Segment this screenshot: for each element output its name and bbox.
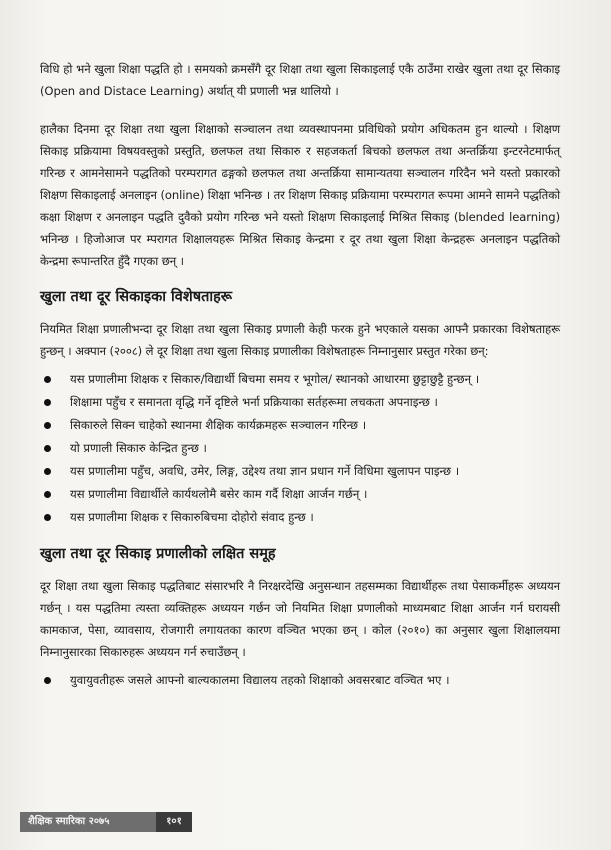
list-item — [70, 483, 560, 506]
list-item-text: शिक्षामा पहुँच र समानता वृद्धि गर्ने दृष्टिले भर्ना प्रक्रियाका सर्तहरूमा लचकता अपनाइन्छ । — [70, 395, 438, 409]
bullet-icon — [44, 376, 51, 383]
footer-publication-label: शैक्षिक स्मारिका २०७५ — [28, 816, 110, 827]
bullet-icon — [44, 514, 51, 521]
list-item — [70, 391, 560, 414]
list-item — [70, 414, 560, 437]
list-item-text: यस प्रणालीमा शिक्षक र सिकारु/विद्यार्थी बिचमा समय र भूगोल/ स्थानको आधारमा छुट्टाछुट्टै हुन्छन् । — [70, 372, 480, 386]
bullet-icon — [44, 445, 51, 452]
heading-target-group: खुला तथा दूर सिकाइ प्रणालीको लक्षित समूह — [40, 546, 276, 562]
bullet-icon — [44, 468, 51, 475]
list-item-text: यस प्रणालीमा शिक्षक र सिकारुबिचमा दोहोरो संवाद हुन्छ । — [70, 510, 314, 524]
bullet-icon — [44, 491, 51, 498]
list-item — [70, 460, 560, 483]
feature-list — [40, 368, 560, 529]
paragraph-target-group: दूर शिक्षा तथा खुला सिकाइ पद्धतिबाट संसारभरि नै निरक्षरदेखि अनुसन्धान तहसम्मका विद्यार्थीहरू तथा पेसाकर्मीहरू अध्ययन गर्छन् । यस पद्धतिमा त्यस्ता व्यक्तिहरू अध्ययन गर्छन जो नियमित शिक्षा प्रणालीको माध्यमबाट शिक्षा आर्जन गर्न घरायसी कामकाज, पेसा, व्यावसाय, रोजगारी लगायतका कारण वञ्चित भएका छन् । कोल (२०१०) का अनुसार खुला शिक्षालयमा निम्नानुसारका सिकारुहरू अध्ययन गर्न रुचाउँछन् । — [40, 579, 560, 659]
bullet-icon — [44, 399, 51, 406]
page-content — [40, 58, 560, 692]
list-item-text: यस प्रणालीमा पहुँच, अवधि, उमेर, लिङ्ग, उद्देश्य तथा ज्ञान प्रधान गर्ने विधिमा खुलापन पाइन्छ । — [70, 464, 460, 478]
bullet-icon — [44, 677, 51, 684]
page-footer — [0, 812, 611, 832]
list-item — [70, 437, 560, 460]
page-number: १०१ — [156, 812, 192, 832]
list-item — [70, 506, 560, 529]
paragraph-intro: विधि हो भने खुला शिक्षा पद्धति हो । समयको क्रमसँगै दूर शिक्षा तथा खुला सिकाइलाई एकै ठाउँमा राखेर खुला तथा दूर सिकाइ (Open and Distace Learning) अर्थात् यी प्रणाली भन्न थालियो । — [40, 62, 560, 98]
target-list — [40, 669, 560, 692]
paragraph-features-intro: नियमित शिक्षा प्रणालीभन्दा दूर शिक्षा तथा खुला सिकाइ प्रणाली केही फरक हुने भएकाले यसका आफ्नै प्रकारका विशेषताहरू हुन्छन् । अक्पान (२००८) ले दूर शिक्षा तथा खुला सिकाइ प्रणालीका विशेषताहरू निम्नानुसार प्रस्तुत गरेका छन्: — [40, 322, 560, 358]
list-item — [70, 669, 560, 692]
bullet-icon — [44, 422, 51, 429]
list-item-text: यो प्रणाली सिकारु केन्द्रित हुन्छ । — [70, 441, 207, 455]
list-item-text: सिकारुले सिक्न चाहेको स्थानमा शैक्षिक कार्यक्रमहरू सञ्चालन गरिन्छ । — [70, 418, 367, 432]
list-item-text: युवायुवतीहरू जसले आफ्नो बाल्यकालमा विद्यालय तहको शिक्षाको अवसरबाट वञ्चित भए । — [70, 673, 450, 687]
heading-features: खुला तथा दूर सिकाइका विशेषताहरू — [40, 289, 233, 305]
list-item — [70, 368, 560, 391]
list-item-text: यस प्रणालीमा विद्यार्थीले कार्यथलोमै बसेर काम गर्दै शिक्षा आर्जन गर्छन् । — [70, 487, 368, 501]
paragraph-online-learning: हालैका दिनमा दूर शिक्षा तथा खुला शिक्षाको सञ्चालन तथा व्यवस्थापनमा प्रविधिको प्रयोग अधिकतम हुन थाल्यो । शिक्षण सिकाइ प्रक्रियामा विषयवस्तुको प्रस्तुति, छलफल तथा सिकारु र सहजकर्ता बिचको छलफल तथा अन्तर्क्रिया इन्टरनेटमार्फत् गरिन्छ र आमनेसामने पद्धतिको परम्परागत ढङ्गको छलफल तथा अन्तर्क्रिया सामान्यतया सञ्चालन गरिदैन भने यस्तो प्रकारको शिक्षण सिकाइलाई अनलाइन (online) शिक्षा भनिन्छ । तर शिक्षण सिकाइ प्रक्रियामा परम्परागत रूपमा आमने सामने पद्धतिको कक्षा शिक्षण र अनलाइन पद्धति दुवैको प्रयोग गरिन्छ भने यस्तो शिक्षण सिकाइलाई मिश्रित सिकाइ (blended learning) भनिन्छ । हिजोआज पर म्परागत शिक्षालयहरू मिश्रित सिकाइ केन्द्रमा र दूर तथा खुला शिक्षा केन्द्रहरू अनलाइन पद्धतिको केन्द्रमा रूपान्तरित हुँदै गएका छन् । — [40, 122, 560, 268]
